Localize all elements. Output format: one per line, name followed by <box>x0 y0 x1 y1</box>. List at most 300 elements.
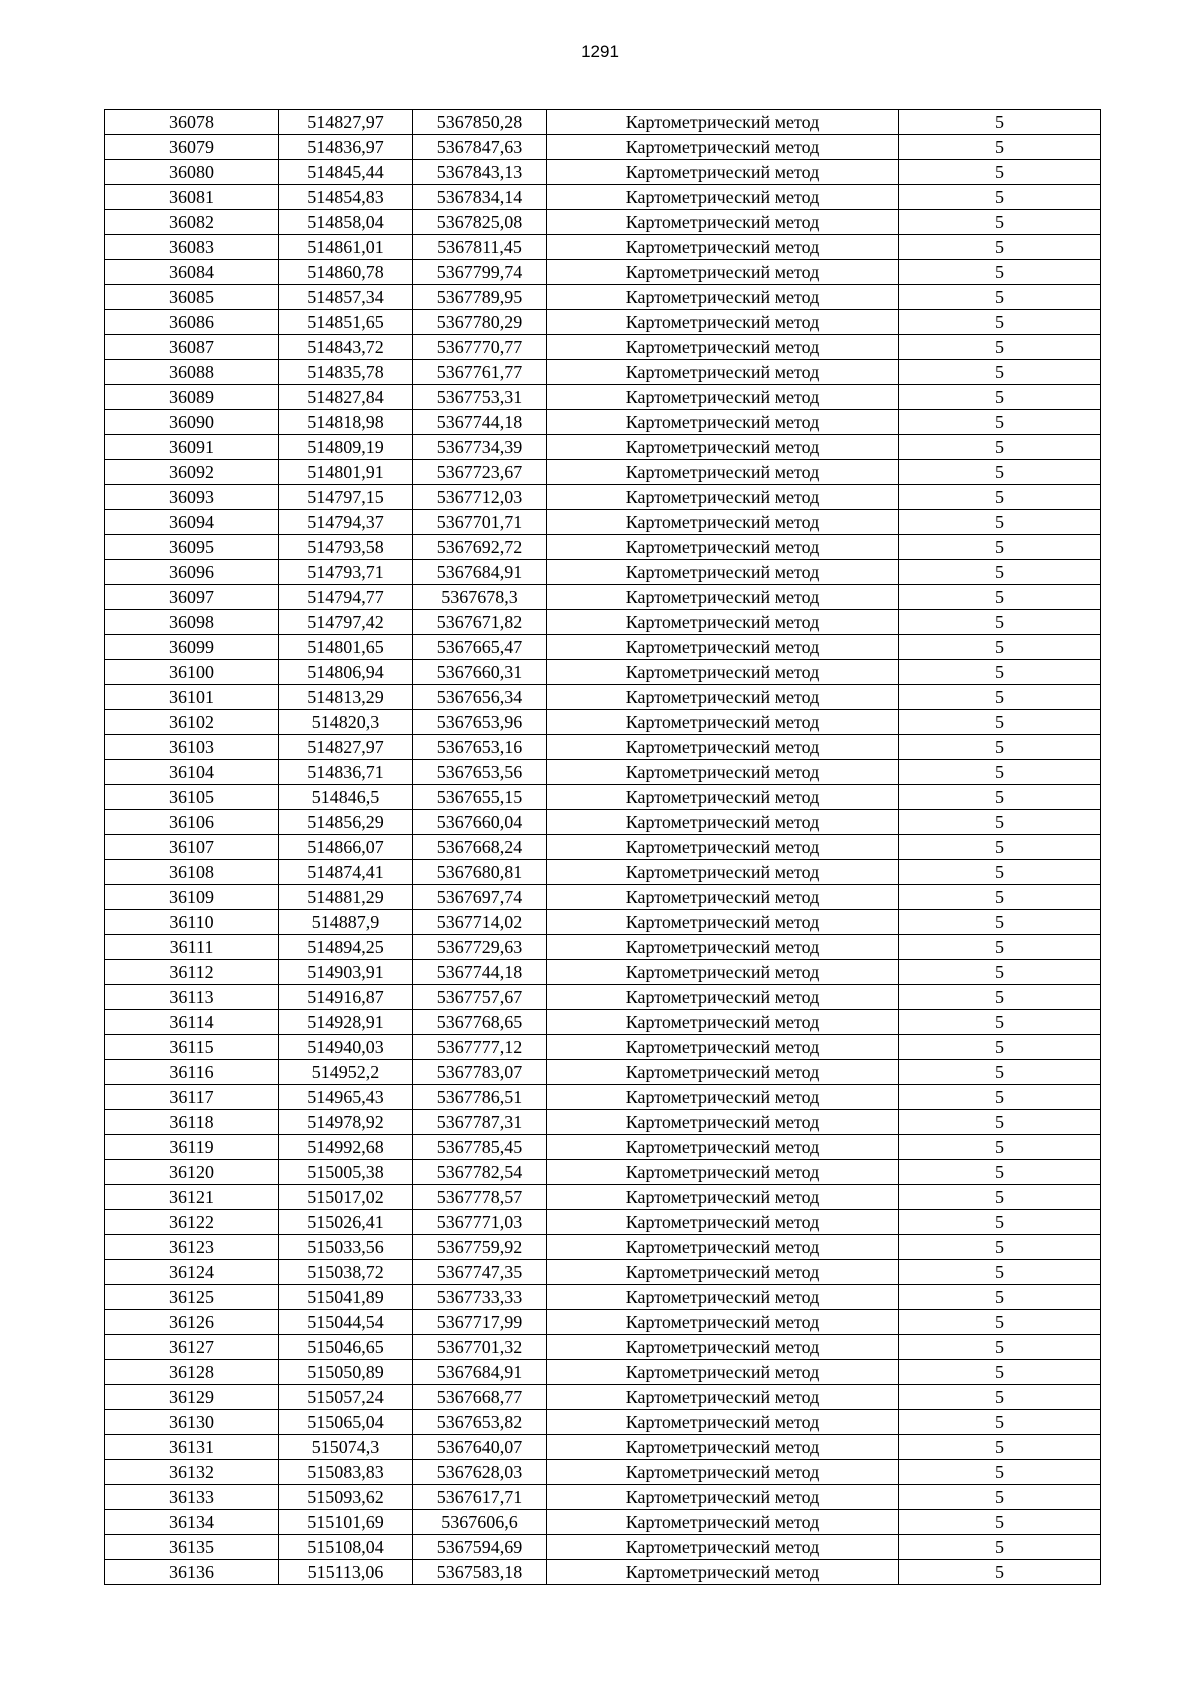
point-number-cell: 36131 <box>105 1435 279 1460</box>
accuracy-cell: 5 <box>899 1085 1101 1110</box>
y-coordinate-cell: 5367850,28 <box>413 110 547 135</box>
method-cell: Картометрический метод <box>547 885 899 910</box>
y-coordinate-cell: 5367744,18 <box>413 410 547 435</box>
y-coordinate-cell: 5367697,74 <box>413 885 547 910</box>
point-number-cell: 36098 <box>105 610 279 635</box>
method-cell: Картометрический метод <box>547 135 899 160</box>
y-coordinate-cell: 5367692,72 <box>413 535 547 560</box>
point-number-cell: 36100 <box>105 660 279 685</box>
y-coordinate-cell: 5367655,15 <box>413 785 547 810</box>
x-coordinate-cell: 514866,07 <box>279 835 413 860</box>
x-coordinate-cell: 514858,04 <box>279 210 413 235</box>
method-cell: Картометрический метод <box>547 835 899 860</box>
y-coordinate-cell: 5367668,24 <box>413 835 547 860</box>
table-row <box>105 1210 1101 1235</box>
y-coordinate-cell: 5367628,03 <box>413 1460 547 1485</box>
y-coordinate-cell: 5367834,14 <box>413 185 547 210</box>
x-coordinate-cell: 515041,89 <box>279 1285 413 1310</box>
accuracy-cell: 5 <box>899 310 1101 335</box>
method-cell: Картометрический метод <box>547 485 899 510</box>
table-row <box>105 860 1101 885</box>
accuracy-cell: 5 <box>899 860 1101 885</box>
y-coordinate-cell: 5367660,31 <box>413 660 547 685</box>
method-cell: Картометрический метод <box>547 1085 899 1110</box>
x-coordinate-cell: 515093,62 <box>279 1485 413 1510</box>
y-coordinate-cell: 5367678,3 <box>413 585 547 610</box>
table-row <box>105 735 1101 760</box>
y-coordinate-cell: 5367653,96 <box>413 710 547 735</box>
point-number-cell: 36118 <box>105 1110 279 1135</box>
accuracy-cell: 5 <box>899 560 1101 585</box>
x-coordinate-cell: 515050,89 <box>279 1360 413 1385</box>
accuracy-cell: 5 <box>899 1535 1101 1560</box>
page-number: 1291 <box>581 42 619 61</box>
method-cell: Картометрический метод <box>547 1460 899 1485</box>
accuracy-cell: 5 <box>899 410 1101 435</box>
x-coordinate-cell: 514992,68 <box>279 1135 413 1160</box>
point-number-cell: 36086 <box>105 310 279 335</box>
y-coordinate-cell: 5367843,13 <box>413 160 547 185</box>
accuracy-cell: 5 <box>899 1560 1101 1585</box>
method-cell: Картометрический метод <box>547 1185 899 1210</box>
accuracy-cell: 5 <box>899 835 1101 860</box>
x-coordinate-cell: 514928,91 <box>279 1010 413 1035</box>
method-cell: Картометрический метод <box>547 360 899 385</box>
x-coordinate-cell: 514836,97 <box>279 135 413 160</box>
table-row <box>105 360 1101 385</box>
method-cell: Картометрический метод <box>547 910 899 935</box>
table-row <box>105 985 1101 1010</box>
method-cell: Картометрический метод <box>547 935 899 960</box>
point-number-cell: 36130 <box>105 1410 279 1435</box>
x-coordinate-cell: 514797,15 <box>279 485 413 510</box>
method-cell: Картометрический метод <box>547 660 899 685</box>
point-number-cell: 36087 <box>105 335 279 360</box>
table-row <box>105 1460 1101 1485</box>
table-row <box>105 1360 1101 1385</box>
point-number-cell: 36085 <box>105 285 279 310</box>
x-coordinate-cell: 514894,25 <box>279 935 413 960</box>
accuracy-cell: 5 <box>899 1285 1101 1310</box>
y-coordinate-cell: 5367761,77 <box>413 360 547 385</box>
x-coordinate-cell: 514978,92 <box>279 1110 413 1135</box>
x-coordinate-cell: 515108,04 <box>279 1535 413 1560</box>
table-row <box>105 1235 1101 1260</box>
method-cell: Картометрический метод <box>547 585 899 610</box>
method-cell: Картометрический метод <box>547 810 899 835</box>
table-row <box>105 460 1101 485</box>
method-cell: Картометрический метод <box>547 635 899 660</box>
point-number-cell: 36109 <box>105 885 279 910</box>
point-number-cell: 36123 <box>105 1235 279 1260</box>
table-row <box>105 635 1101 660</box>
method-cell: Картометрический метод <box>547 435 899 460</box>
method-cell: Картометрический метод <box>547 1485 899 1510</box>
accuracy-cell: 5 <box>899 1210 1101 1235</box>
table-row <box>105 1135 1101 1160</box>
point-number-cell: 36126 <box>105 1310 279 1335</box>
point-number-cell: 36129 <box>105 1385 279 1410</box>
x-coordinate-cell: 515065,04 <box>279 1410 413 1435</box>
y-coordinate-cell: 5367653,16 <box>413 735 547 760</box>
accuracy-cell: 5 <box>899 1510 1101 1535</box>
table-row <box>105 235 1101 260</box>
x-coordinate-cell: 515074,3 <box>279 1435 413 1460</box>
accuracy-cell: 5 <box>899 460 1101 485</box>
point-number-cell: 36135 <box>105 1535 279 1560</box>
method-cell: Картометрический метод <box>547 260 899 285</box>
method-cell: Картометрический метод <box>547 510 899 535</box>
method-cell: Картометрический метод <box>547 1235 899 1260</box>
method-cell: Картометрический метод <box>547 385 899 410</box>
point-number-cell: 36104 <box>105 760 279 785</box>
x-coordinate-cell: 514881,29 <box>279 885 413 910</box>
y-coordinate-cell: 5367729,63 <box>413 935 547 960</box>
accuracy-cell: 5 <box>899 1185 1101 1210</box>
point-number-cell: 36124 <box>105 1260 279 1285</box>
point-number-cell: 36079 <box>105 135 279 160</box>
point-number-cell: 36113 <box>105 985 279 1010</box>
table-row <box>105 1310 1101 1335</box>
accuracy-cell: 5 <box>899 685 1101 710</box>
y-coordinate-cell: 5367734,39 <box>413 435 547 460</box>
y-coordinate-cell: 5367733,33 <box>413 1285 547 1310</box>
accuracy-cell: 5 <box>899 1135 1101 1160</box>
method-cell: Картометрический метод <box>547 1285 899 1310</box>
x-coordinate-cell: 514854,83 <box>279 185 413 210</box>
point-number-cell: 36108 <box>105 860 279 885</box>
point-number-cell: 36117 <box>105 1085 279 1110</box>
table-row <box>105 1110 1101 1135</box>
table-row <box>105 1085 1101 1110</box>
point-number-cell: 36127 <box>105 1335 279 1360</box>
method-cell: Картометрический метод <box>547 1260 899 1285</box>
point-number-cell: 36115 <box>105 1035 279 1060</box>
method-cell: Картометрический метод <box>547 335 899 360</box>
y-coordinate-cell: 5367753,31 <box>413 385 547 410</box>
point-number-cell: 36097 <box>105 585 279 610</box>
x-coordinate-cell: 514797,42 <box>279 610 413 635</box>
y-coordinate-cell: 5367594,69 <box>413 1535 547 1560</box>
point-number-cell: 36114 <box>105 1010 279 1035</box>
x-coordinate-cell: 514827,84 <box>279 385 413 410</box>
y-coordinate-cell: 5367653,82 <box>413 1410 547 1435</box>
x-coordinate-cell: 515026,41 <box>279 1210 413 1235</box>
x-coordinate-cell: 514835,78 <box>279 360 413 385</box>
table-row <box>105 910 1101 935</box>
x-coordinate-cell: 515113,06 <box>279 1560 413 1585</box>
accuracy-cell: 5 <box>899 210 1101 235</box>
method-cell: Картометрический метод <box>547 1135 899 1160</box>
point-number-cell: 36081 <box>105 185 279 210</box>
accuracy-cell: 5 <box>899 1335 1101 1360</box>
table-row <box>105 385 1101 410</box>
table-row <box>105 1560 1101 1585</box>
x-coordinate-cell: 514846,5 <box>279 785 413 810</box>
y-coordinate-cell: 5367665,47 <box>413 635 547 660</box>
x-coordinate-cell: 514857,34 <box>279 285 413 310</box>
accuracy-cell: 5 <box>899 610 1101 635</box>
x-coordinate-cell: 514793,58 <box>279 535 413 560</box>
method-cell: Картометрический метод <box>547 785 899 810</box>
table-row <box>105 1060 1101 1085</box>
point-number-cell: 36107 <box>105 835 279 860</box>
point-number-cell: 36105 <box>105 785 279 810</box>
table-row <box>105 785 1101 810</box>
y-coordinate-cell: 5367684,91 <box>413 560 547 585</box>
table-row <box>105 585 1101 610</box>
table-row <box>105 1385 1101 1410</box>
y-coordinate-cell: 5367653,56 <box>413 760 547 785</box>
point-number-cell: 36078 <box>105 110 279 135</box>
x-coordinate-cell: 514843,72 <box>279 335 413 360</box>
table-row <box>105 510 1101 535</box>
accuracy-cell: 5 <box>899 1485 1101 1510</box>
table-row <box>105 1185 1101 1210</box>
y-coordinate-cell: 5367768,65 <box>413 1010 547 1035</box>
table-row <box>105 1435 1101 1460</box>
accuracy-cell: 5 <box>899 285 1101 310</box>
method-cell: Картометрический метод <box>547 1435 899 1460</box>
x-coordinate-cell: 515083,83 <box>279 1460 413 1485</box>
y-coordinate-cell: 5367744,18 <box>413 960 547 985</box>
point-number-cell: 36112 <box>105 960 279 985</box>
accuracy-cell: 5 <box>899 510 1101 535</box>
table-row <box>105 1160 1101 1185</box>
y-coordinate-cell: 5367583,18 <box>413 1560 547 1585</box>
accuracy-cell: 5 <box>899 1010 1101 1035</box>
x-coordinate-cell: 514836,71 <box>279 760 413 785</box>
y-coordinate-cell: 5367786,51 <box>413 1085 547 1110</box>
method-cell: Картометрический метод <box>547 1535 899 1560</box>
x-coordinate-cell: 514809,19 <box>279 435 413 460</box>
x-coordinate-cell: 515057,24 <box>279 1385 413 1410</box>
x-coordinate-cell: 514903,91 <box>279 960 413 985</box>
point-number-cell: 36102 <box>105 710 279 735</box>
table-row <box>105 135 1101 160</box>
accuracy-cell: 5 <box>899 960 1101 985</box>
accuracy-cell: 5 <box>899 160 1101 185</box>
y-coordinate-cell: 5367606,6 <box>413 1510 547 1535</box>
table-body <box>105 110 1101 1585</box>
accuracy-cell: 5 <box>899 1435 1101 1460</box>
y-coordinate-cell: 5367789,95 <box>413 285 547 310</box>
point-number-cell: 36084 <box>105 260 279 285</box>
accuracy-cell: 5 <box>899 1160 1101 1185</box>
point-number-cell: 36088 <box>105 360 279 385</box>
y-coordinate-cell: 5367684,91 <box>413 1360 547 1385</box>
y-coordinate-cell: 5367671,82 <box>413 610 547 635</box>
x-coordinate-cell: 514851,65 <box>279 310 413 335</box>
method-cell: Картометрический метод <box>547 210 899 235</box>
point-number-cell: 36111 <box>105 935 279 960</box>
y-coordinate-cell: 5367770,77 <box>413 335 547 360</box>
y-coordinate-cell: 5367783,07 <box>413 1060 547 1085</box>
x-coordinate-cell: 514845,44 <box>279 160 413 185</box>
accuracy-cell: 5 <box>899 660 1101 685</box>
accuracy-cell: 5 <box>899 1110 1101 1135</box>
table-row <box>105 1010 1101 1035</box>
x-coordinate-cell: 515033,56 <box>279 1235 413 1260</box>
point-number-cell: 36134 <box>105 1510 279 1535</box>
accuracy-cell: 5 <box>899 635 1101 660</box>
table-row <box>105 310 1101 335</box>
point-number-cell: 36125 <box>105 1285 279 1310</box>
y-coordinate-cell: 5367759,92 <box>413 1235 547 1260</box>
table-row <box>105 660 1101 685</box>
y-coordinate-cell: 5367747,35 <box>413 1260 547 1285</box>
accuracy-cell: 5 <box>899 1235 1101 1260</box>
coordinates-table <box>104 109 1101 1585</box>
point-number-cell: 36122 <box>105 1210 279 1235</box>
method-cell: Картометрический метод <box>547 560 899 585</box>
table-row <box>105 835 1101 860</box>
x-coordinate-cell: 514794,37 <box>279 510 413 535</box>
x-coordinate-cell: 514818,98 <box>279 410 413 435</box>
method-cell: Картометрический метод <box>547 1160 899 1185</box>
table-row <box>105 1535 1101 1560</box>
y-coordinate-cell: 5367825,08 <box>413 210 547 235</box>
method-cell: Картометрический метод <box>547 185 899 210</box>
x-coordinate-cell: 515044,54 <box>279 1310 413 1335</box>
x-coordinate-cell: 514827,97 <box>279 110 413 135</box>
method-cell: Картометрический метод <box>547 1360 899 1385</box>
point-number-cell: 36119 <box>105 1135 279 1160</box>
y-coordinate-cell: 5367778,57 <box>413 1185 547 1210</box>
method-cell: Картометрический метод <box>547 1410 899 1435</box>
x-coordinate-cell: 514965,43 <box>279 1085 413 1110</box>
point-number-cell: 36116 <box>105 1060 279 1085</box>
point-number-cell: 36128 <box>105 1360 279 1385</box>
x-coordinate-cell: 514874,41 <box>279 860 413 885</box>
method-cell: Картометрический метод <box>547 735 899 760</box>
accuracy-cell: 5 <box>899 260 1101 285</box>
point-number-cell: 36099 <box>105 635 279 660</box>
method-cell: Картометрический метод <box>547 460 899 485</box>
accuracy-cell: 5 <box>899 1360 1101 1385</box>
method-cell: Картометрический метод <box>547 760 899 785</box>
table-row <box>105 1260 1101 1285</box>
y-coordinate-cell: 5367782,54 <box>413 1160 547 1185</box>
table-row <box>105 110 1101 135</box>
method-cell: Картометрический метод <box>547 1335 899 1360</box>
accuracy-cell: 5 <box>899 585 1101 610</box>
point-number-cell: 36133 <box>105 1485 279 1510</box>
method-cell: Картометрический метод <box>547 685 899 710</box>
method-cell: Картометрический метод <box>547 1035 899 1060</box>
x-coordinate-cell: 514820,3 <box>279 710 413 735</box>
method-cell: Картометрический метод <box>547 285 899 310</box>
table-row <box>105 1335 1101 1360</box>
table-row <box>105 610 1101 635</box>
accuracy-cell: 5 <box>899 110 1101 135</box>
accuracy-cell: 5 <box>899 985 1101 1010</box>
accuracy-cell: 5 <box>899 235 1101 260</box>
accuracy-cell: 5 <box>899 910 1101 935</box>
x-coordinate-cell: 514887,9 <box>279 910 413 935</box>
y-coordinate-cell: 5367717,99 <box>413 1310 547 1335</box>
x-coordinate-cell: 514794,77 <box>279 585 413 610</box>
y-coordinate-cell: 5367780,29 <box>413 310 547 335</box>
method-cell: Картометрический метод <box>547 1110 899 1135</box>
point-number-cell: 36101 <box>105 685 279 710</box>
accuracy-cell: 5 <box>899 385 1101 410</box>
method-cell: Картометрический метод <box>547 1385 899 1410</box>
point-number-cell: 36091 <box>105 435 279 460</box>
y-coordinate-cell: 5367785,45 <box>413 1135 547 1160</box>
x-coordinate-cell: 514827,97 <box>279 735 413 760</box>
y-coordinate-cell: 5367811,45 <box>413 235 547 260</box>
point-number-cell: 36083 <box>105 235 279 260</box>
method-cell: Картометрический метод <box>547 235 899 260</box>
table-row <box>105 435 1101 460</box>
y-coordinate-cell: 5367714,02 <box>413 910 547 935</box>
y-coordinate-cell: 5367656,34 <box>413 685 547 710</box>
accuracy-cell: 5 <box>899 885 1101 910</box>
point-number-cell: 36136 <box>105 1560 279 1585</box>
point-number-cell: 36092 <box>105 460 279 485</box>
accuracy-cell: 5 <box>899 1035 1101 1060</box>
method-cell: Картометрический метод <box>547 1560 899 1585</box>
table-row <box>105 1035 1101 1060</box>
y-coordinate-cell: 5367771,03 <box>413 1210 547 1235</box>
method-cell: Картометрический метод <box>547 160 899 185</box>
method-cell: Картометрический метод <box>547 535 899 560</box>
table-row <box>105 535 1101 560</box>
table-row <box>105 485 1101 510</box>
table-row <box>105 410 1101 435</box>
table-row <box>105 260 1101 285</box>
table-row <box>105 560 1101 585</box>
x-coordinate-cell: 514860,78 <box>279 260 413 285</box>
accuracy-cell: 5 <box>899 760 1101 785</box>
y-coordinate-cell: 5367847,63 <box>413 135 547 160</box>
point-number-cell: 36080 <box>105 160 279 185</box>
method-cell: Картометрический метод <box>547 1310 899 1335</box>
table-row <box>105 1285 1101 1310</box>
method-cell: Картометрический метод <box>547 110 899 135</box>
x-coordinate-cell: 515101,69 <box>279 1510 413 1535</box>
x-coordinate-cell: 515046,65 <box>279 1335 413 1360</box>
accuracy-cell: 5 <box>899 785 1101 810</box>
point-number-cell: 36090 <box>105 410 279 435</box>
method-cell: Картометрический метод <box>547 985 899 1010</box>
x-coordinate-cell: 514861,01 <box>279 235 413 260</box>
accuracy-cell: 5 <box>899 185 1101 210</box>
point-number-cell: 36096 <box>105 560 279 585</box>
accuracy-cell: 5 <box>899 1310 1101 1335</box>
y-coordinate-cell: 5367660,04 <box>413 810 547 835</box>
point-number-cell: 36103 <box>105 735 279 760</box>
table-row <box>105 335 1101 360</box>
method-cell: Картометрический метод <box>547 960 899 985</box>
x-coordinate-cell: 514801,65 <box>279 635 413 660</box>
point-number-cell: 36093 <box>105 485 279 510</box>
x-coordinate-cell: 514801,91 <box>279 460 413 485</box>
method-cell: Картометрический метод <box>547 1510 899 1535</box>
method-cell: Картометрический метод <box>547 610 899 635</box>
method-cell: Картометрический метод <box>547 1210 899 1235</box>
accuracy-cell: 5 <box>899 435 1101 460</box>
accuracy-cell: 5 <box>899 335 1101 360</box>
accuracy-cell: 5 <box>899 1260 1101 1285</box>
point-number-cell: 36094 <box>105 510 279 535</box>
y-coordinate-cell: 5367723,67 <box>413 460 547 485</box>
point-number-cell: 36106 <box>105 810 279 835</box>
y-coordinate-cell: 5367701,71 <box>413 510 547 535</box>
table-row <box>105 885 1101 910</box>
table-row <box>105 185 1101 210</box>
